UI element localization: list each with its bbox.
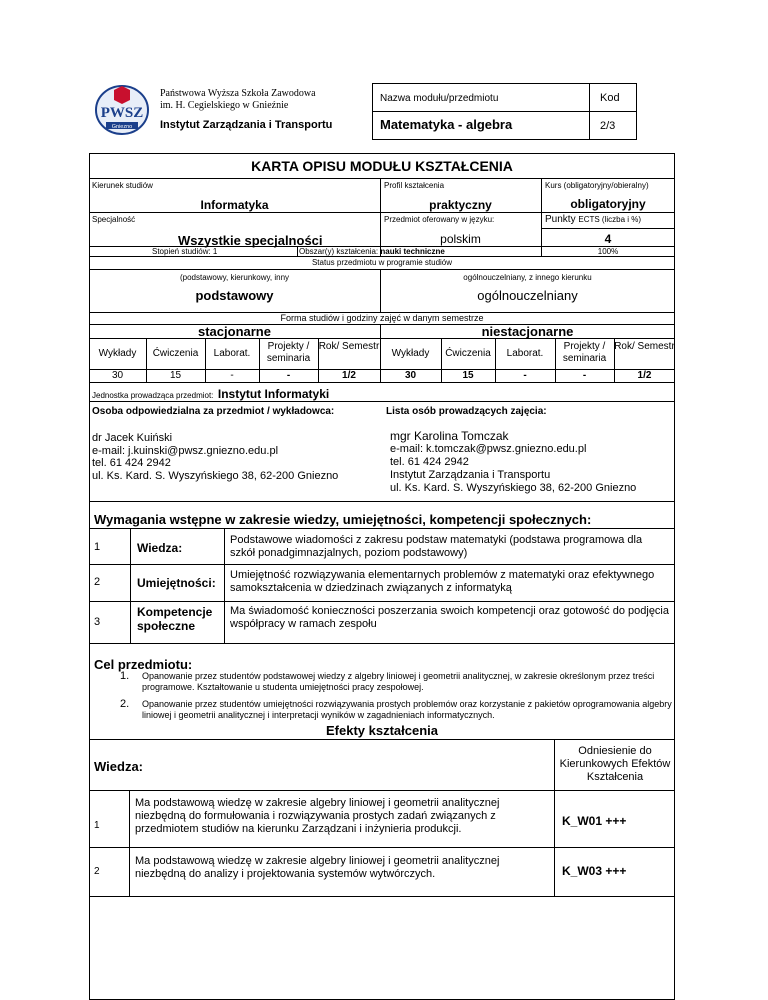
wym-text-2: Umiejętność rozwiązywania elementarnych problemów z matematyki oraz efektywnego samokształcenia w dziedzinach związanych z informatyką: [230, 569, 655, 594]
col-projekty: Projekty / seminaria: [266, 341, 311, 364]
obszar-value: nauki techniczne: [380, 247, 445, 256]
val-laborat-n: -: [523, 370, 527, 381]
jezyk-value: polskim: [440, 232, 481, 246]
lista-email: e-mail: k.tomczak@pwsz.gniezno.edu.pl: [390, 443, 587, 455]
efekt-num-2: 2: [94, 866, 100, 877]
wym-num-3: 3: [94, 616, 101, 628]
jednostka-label: Jednostka prowadząca przedmiot:: [92, 391, 214, 400]
school-name-line2: im. H. Cegielskiego w Gnieźnie: [160, 100, 289, 111]
jezyk-label: Przedmiot oferowany w języku:: [384, 215, 495, 224]
status-right-label: ogólnouczelniany, z innego kierunku: [463, 273, 592, 282]
col-wyklady-n: Wykłady: [391, 348, 430, 359]
kierunek-value: Informatyka: [200, 198, 269, 212]
ects-percent: 100%: [597, 247, 619, 256]
punkty-text: Punkty: [545, 214, 576, 225]
profil-value: praktyczny: [429, 198, 492, 212]
module-name-label: Nazwa modułu/przedmiotu: [380, 93, 499, 104]
efekt-text-2: Ma podstawową wiedzę w zakresie algebry liniowej i geometrii analitycznej niezbędną do analizy i projektowania systemów wytwórczych.: [135, 855, 500, 880]
col-laborat-n: Laborat.: [506, 348, 544, 359]
cel-text-1: Opanowanie przez studentów podstawowej wiedzy z algebry liniowej i geometrii analitycznej, w zakresie określonym przez treści programowe. Kształtowanie u studenta umiejętności pracy zespołowej.: [142, 671, 655, 692]
module-code: 2/3: [600, 120, 616, 132]
val-projekty: -: [286, 370, 291, 381]
specjalnosc-value: Wszystkie specjalności: [178, 233, 323, 248]
stacjonarne-label: stacjonarne: [198, 324, 271, 339]
col-wyklady: Wykłady: [98, 348, 137, 359]
efekt-num-1: 1: [94, 820, 100, 831]
forma-label: Forma studiów i godziny zajęć w danym semestrze: [280, 313, 484, 323]
efekty-title: Efekty kształcenia: [325, 723, 438, 738]
col-cwiczenia: Ćwiczenia: [152, 348, 199, 359]
val-wyklady: 30: [111, 370, 124, 381]
wym-text-3: Ma świadomość konieczności poszerzania swoich kompetencji oraz gotowość do podjęcia współpracy w ramach zespołu: [230, 605, 669, 630]
wym-label-1: Wiedza:: [137, 541, 183, 555]
lista-details: [390, 430, 636, 495]
svg-text:PWSZ: PWSZ: [100, 105, 144, 121]
col-projekty-n: Projekty / seminaria: [562, 341, 607, 364]
school-logo: [94, 84, 150, 136]
lista-name: mgr Karolina Tomczak: [390, 429, 509, 443]
osoba-name: dr Jacek Kuiński: [92, 432, 173, 444]
val-rok-n: 1/2: [637, 370, 652, 381]
school-name-line1: Państwowa Wyższa Szkoła Zawodowa: [160, 88, 316, 99]
lista-label: Lista osób prowadzących zajęcia:: [386, 406, 547, 417]
wym-num-2: 2: [94, 576, 101, 588]
niestacjonarne-label: niestacjonarne: [481, 324, 574, 339]
val-cwiczenia: 15: [169, 370, 182, 381]
efekt-text-1: Ma podstawową wiedzę w zakresie algebry liniowej i geometrii analitycznej niezbędną do formułowania i rozwiązywania prostych zadań związanych z przedmiotem studiów na kierunku Zarządzani i inżynieria produkcji.: [135, 797, 500, 835]
ects-value: 4: [604, 232, 612, 246]
stopien: Stopień studiów: 1: [152, 247, 218, 256]
cel-text-2: Opanowanie przez studentów umiejętności rozwiązywania prostych problemów oraz korzystanie z pakietów oprogramowania algebry liniowej i geometrii analitycznej i interpretacji wyników w zagadnieniach informatycznych.: [142, 699, 672, 720]
osoba-phone: tel. 61 424 2942: [92, 457, 171, 469]
val-wyklady-n: 30: [404, 370, 417, 381]
val-laborat: -: [230, 370, 234, 381]
wym-num-1: 1: [94, 541, 101, 553]
specjalnosc-label: Specjalność: [92, 215, 136, 224]
col-laborat: Laborat.: [213, 348, 251, 359]
lista-address: ul. Ks. Kard. S. Wyszyńskiego 38, 62-200 Gniezno: [390, 482, 637, 494]
profil-label: Profil kształcenia: [384, 181, 445, 190]
efekt-ref-1: K_W01 +++: [562, 814, 627, 828]
ects-label: ECTS (liczba i %): [578, 215, 642, 224]
cel-num-1: 1.: [120, 670, 130, 682]
wym-label-2: Umiejętności:: [137, 576, 216, 590]
wym-text-1: Podstawowe wiadomości z zakresu podstaw matematyki (podstawa programowa dla szkół ponadgimnazjalnych, poziom podstawowy): [230, 534, 643, 559]
kurs-value: obligatoryjny: [570, 197, 646, 211]
osoba-details: [92, 432, 338, 482]
status-left-value: podstawowy: [195, 288, 274, 303]
col-rok-n: Rok/ Semestr: [614, 341, 675, 352]
osoba-email: e-mail: j.kuinski@pwsz.gniezno.edu.pl: [92, 444, 279, 457]
module-name: Matematyka - algebra: [380, 117, 513, 132]
kierunek-label: Kierunek studiów: [92, 181, 153, 190]
kurs-label: Kurs (obligatoryjny/obieralny): [545, 181, 649, 190]
jednostka-value: Instytut Informatyki: [217, 387, 330, 401]
lista-institute: Instytut Zarządzania i Transportu: [390, 469, 551, 481]
status-label: Status przedmiotu w programie studiów: [311, 258, 453, 267]
institute-name: Instytut Zarządzania i Transportu: [160, 119, 333, 131]
status-right-value: ogólnouczelniany: [477, 288, 578, 303]
wymagania-title: Wymagania wstępne w zakresie wiedzy, umiejętności, kompetencji społecznych:: [94, 512, 592, 527]
osoba-address: ul. Ks. Kard. S. Wyszyńskiego 38, 62-200 Gniezno: [92, 469, 339, 482]
card-title: KARTA OPISU MODUŁU KSZTAŁCENIA: [251, 158, 513, 174]
svg-text:Gniezno: Gniezno: [111, 124, 133, 130]
val-rok: 1/2: [342, 370, 356, 381]
efekty-odniesienie: Odniesienie do Kierunkowych Efektów Kształcenia: [559, 745, 671, 783]
punkty-label: [545, 214, 641, 225]
cel-num-2: 2.: [120, 698, 130, 710]
val-cwiczenia-n: 15: [462, 370, 474, 381]
val-projekty-n: -: [582, 370, 587, 381]
efekt-ref-2: K_W03 +++: [562, 864, 627, 878]
school-name: [160, 88, 316, 112]
wym-label-3: Kompetencje społeczne: [137, 605, 213, 633]
obszar: [299, 247, 445, 256]
obszar-label: Obszar(y) kształcenia:: [299, 247, 379, 256]
status-left-label: (podstawowy, kierunkowy, inny: [179, 273, 290, 282]
col-rok: Rok/ Semestr: [318, 341, 380, 352]
code-label: Kod: [600, 92, 620, 104]
osoba-label: Osoba odpowiedzialna za przedmiot / wykładowca:: [92, 406, 335, 417]
cel-title: Cel przedmiotu:: [94, 657, 193, 672]
lista-phone: tel. 61 424 2942: [390, 456, 469, 468]
col-cwiczenia-n: Ćwiczenia: [445, 348, 491, 359]
efekty-wiedza-label: Wiedza:: [94, 759, 143, 774]
